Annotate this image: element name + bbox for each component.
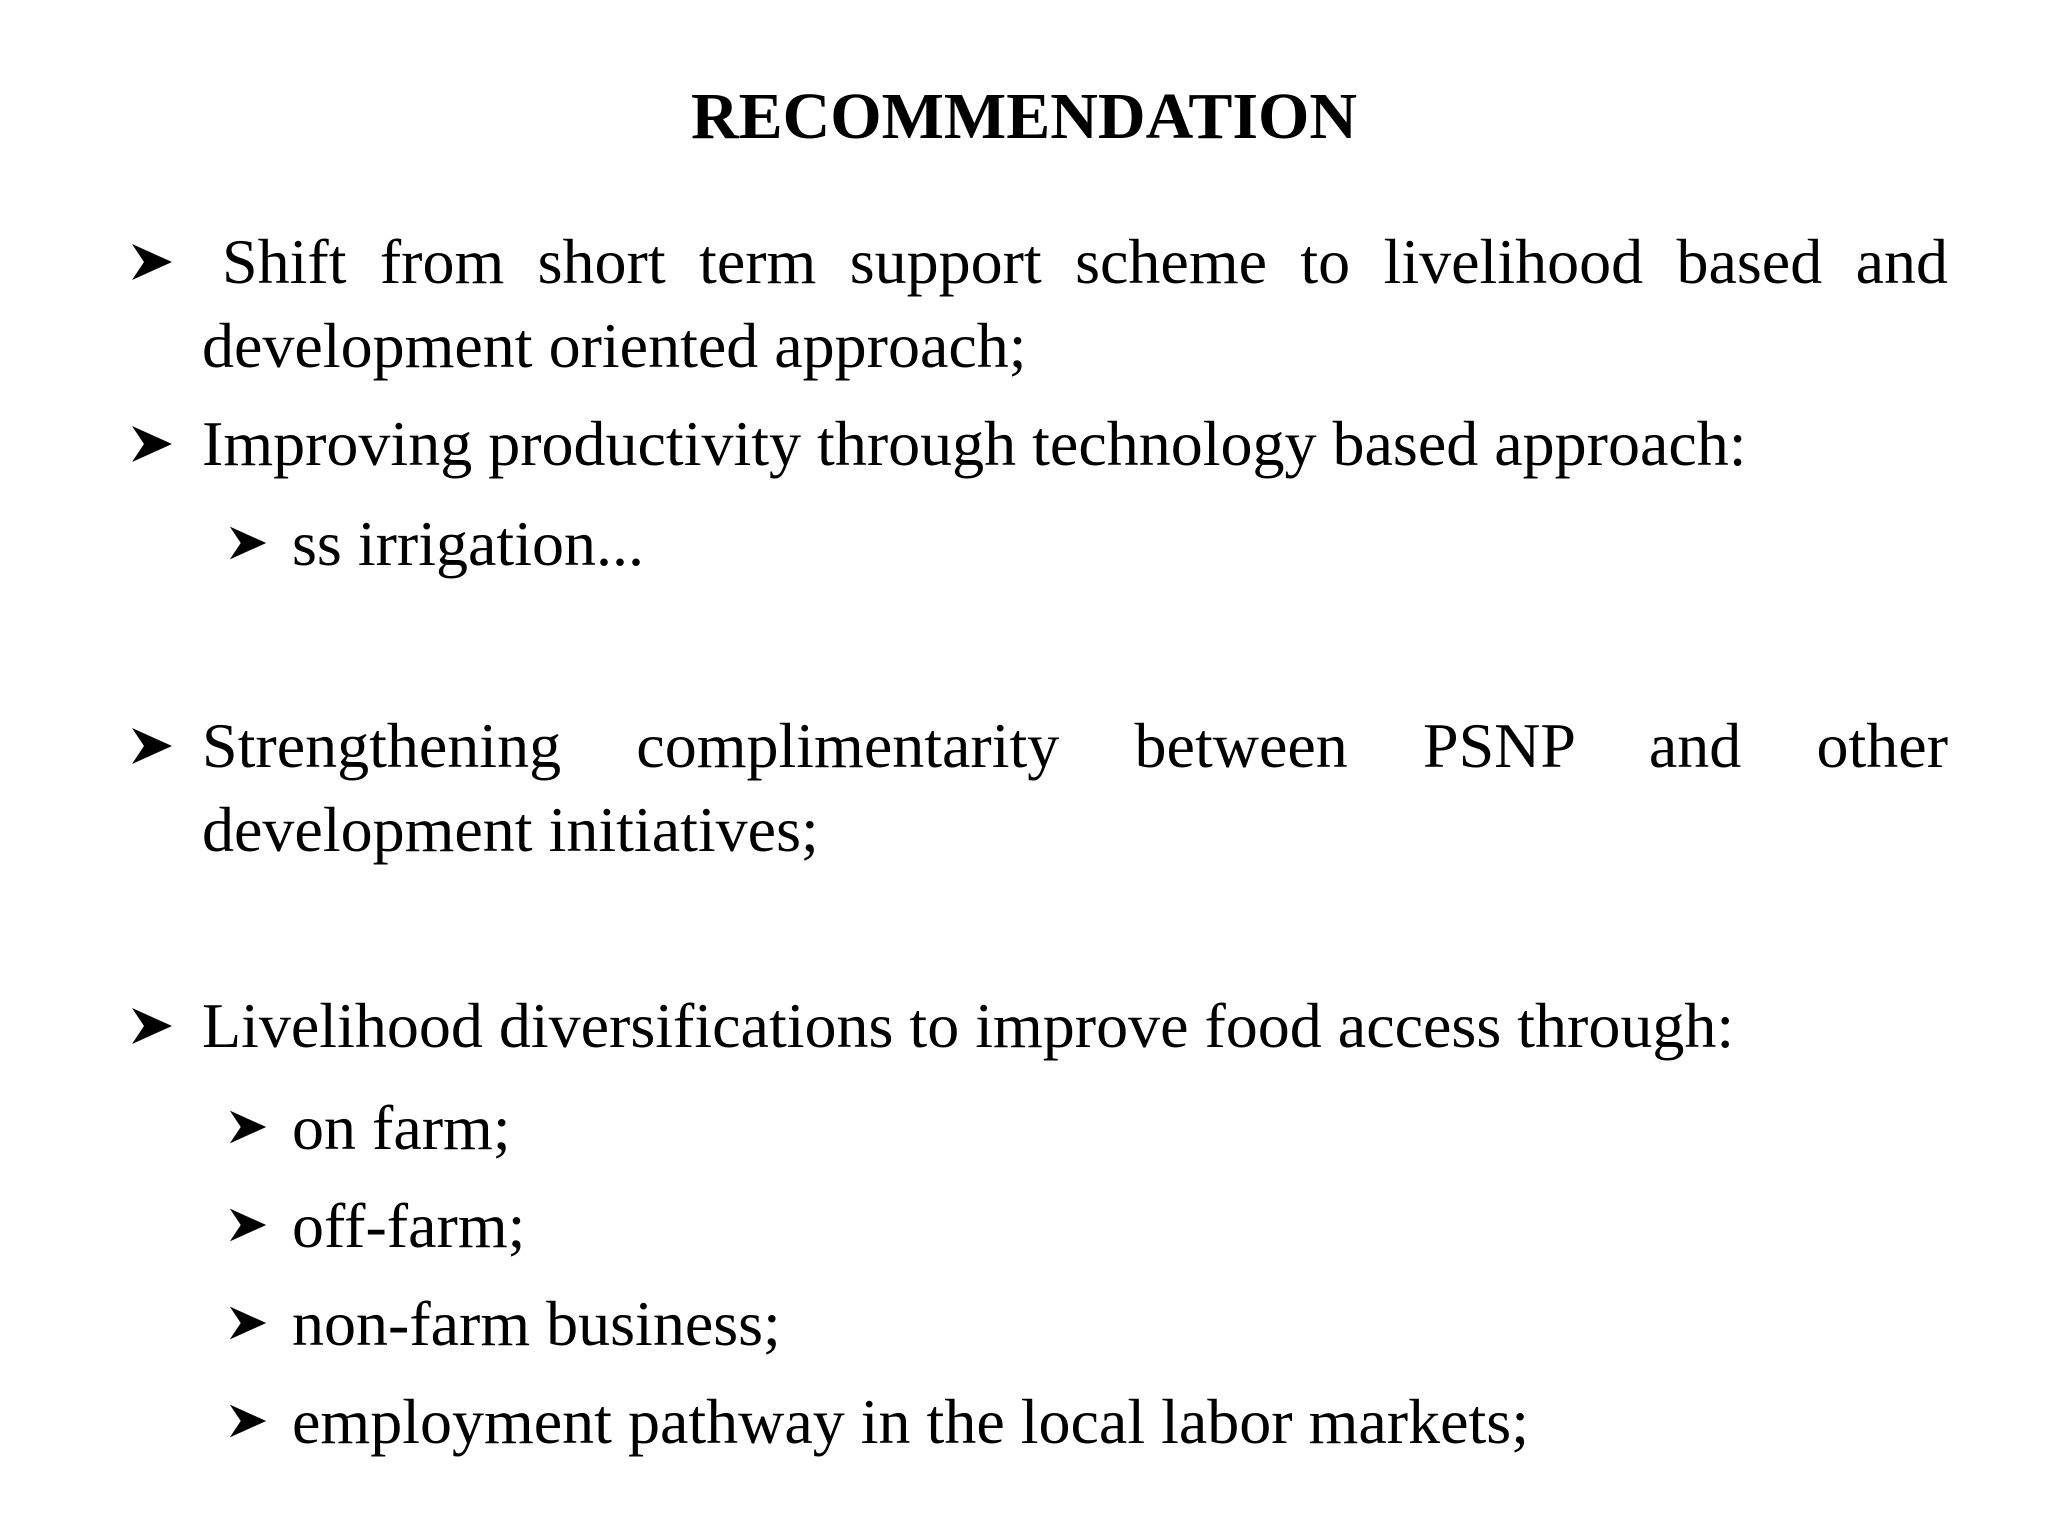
bullet-item	[130, 402, 1950, 486]
sub-bullet-item	[228, 1184, 1928, 1268]
bullet-text: Strengthening complimentarity between PSNP and other development initiatives;	[202, 710, 1948, 865]
sub-bullet-item	[228, 502, 1928, 586]
sub-bullet-text: on farm;	[292, 1092, 511, 1163]
arrowhead-bullet-icon	[228, 1282, 288, 1366]
bullet-item	[130, 704, 1950, 874]
sub-bullet-text: non-farm business;	[292, 1288, 781, 1359]
bullet-text: Improving productivity through technology based approach:	[202, 408, 1747, 479]
bullet-item	[130, 984, 1950, 1068]
sub-bullet-item	[228, 1282, 1928, 1366]
bullet-text: Livelihood diversifications to improve food access through:	[202, 990, 1735, 1061]
arrowhead-bullet-icon	[228, 1380, 288, 1464]
bullet-item	[130, 220, 1950, 390]
arrowhead-bullet-icon	[228, 1086, 288, 1170]
arrowhead-bullet-icon	[130, 984, 190, 1068]
sub-bullet-text: off-farm;	[292, 1190, 526, 1261]
bullet-text: Shift from short term support scheme to livelihood based and development oriented approach;	[202, 226, 1948, 381]
sub-bullet-item	[228, 1380, 1928, 1464]
arrowhead-bullet-icon	[228, 502, 288, 586]
sub-bullet-text: employment pathway in the local labor markets;	[292, 1386, 1529, 1457]
arrowhead-bullet-icon	[228, 1184, 288, 1268]
slide-title: RECOMMENDATION	[690, 80, 1358, 153]
sub-bullet-text: ss irrigation...	[292, 508, 644, 579]
arrowhead-bullet-icon	[130, 402, 190, 486]
arrowhead-bullet-icon	[130, 704, 190, 788]
arrowhead-bullet-icon	[130, 220, 190, 304]
sub-bullet-item	[228, 1086, 1928, 1170]
